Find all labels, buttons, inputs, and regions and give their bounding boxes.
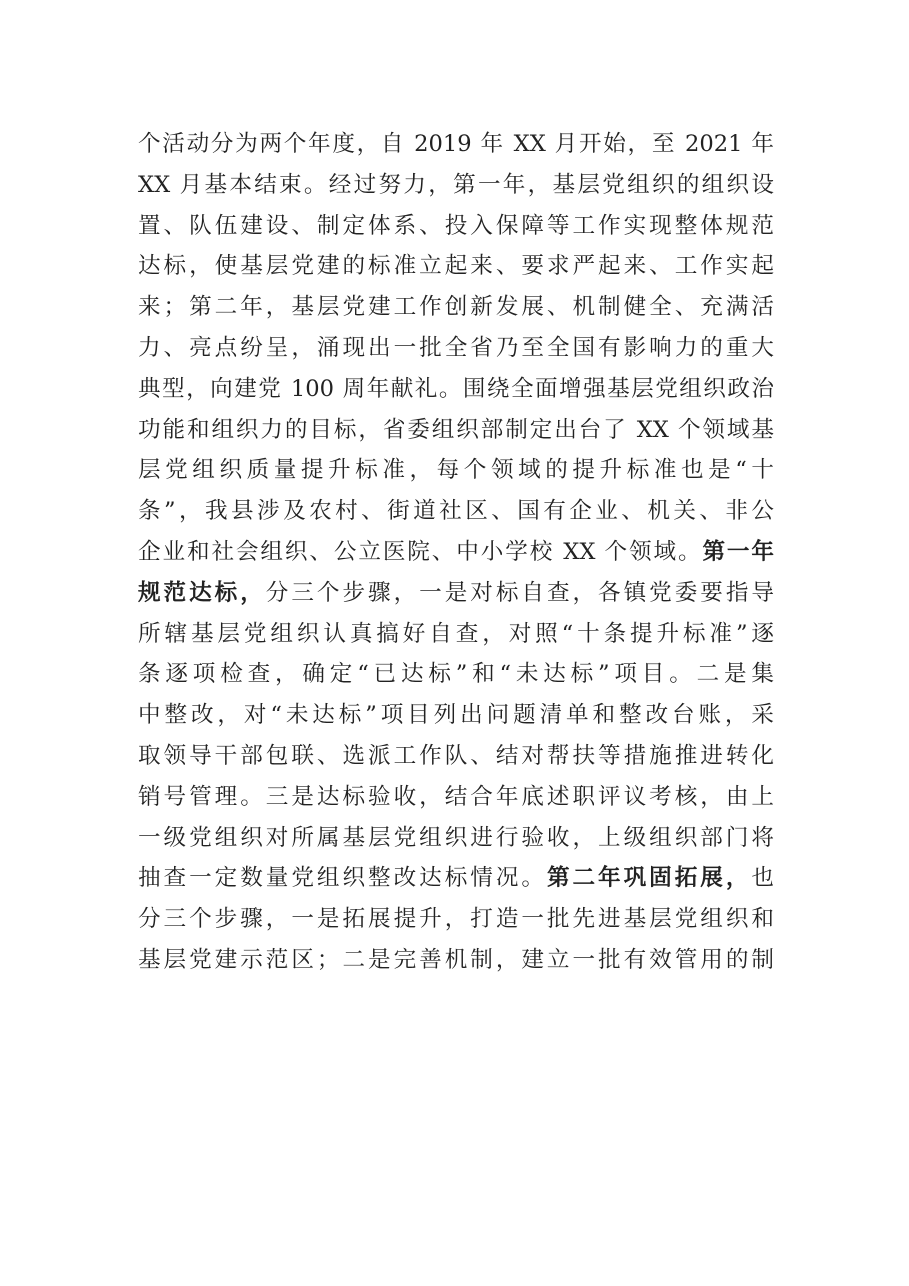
text-segment: XX 月基本结束。经过努力，第一年，基层党组织的组织设 bbox=[138, 171, 774, 198]
text-line bbox=[138, 328, 774, 369]
text-line bbox=[138, 654, 774, 695]
text-segment: 分三个步骤，一是对标自查，各镇党委要指导 bbox=[265, 579, 775, 606]
text-segment: 中整改，对“未达标”项目列出问题清单和整改台账，采 bbox=[138, 702, 774, 729]
text-line bbox=[138, 165, 774, 206]
text-line bbox=[138, 410, 774, 451]
text-line bbox=[138, 124, 774, 165]
text-segment: 也 bbox=[751, 865, 774, 892]
text-segment: 层党组织质量提升标准，每个领域的提升标准也是“十 bbox=[138, 457, 774, 484]
text-segment: 个活动分为两个年度，自 2019 年 XX 月开始，至 2021 年 bbox=[138, 131, 774, 157]
text-line bbox=[138, 736, 774, 777]
text-segment: 一级党组织对所属基层党组织进行验收，上级组织部门将 bbox=[138, 824, 774, 851]
text-line bbox=[138, 369, 774, 410]
text-line bbox=[138, 614, 774, 655]
text-line bbox=[138, 818, 774, 859]
text-line bbox=[138, 695, 774, 736]
text-segment: 功能和组织力的目标，省委组织部制定出台了 XX 个领域基 bbox=[138, 416, 774, 443]
bold-text-segment: 第一年 bbox=[702, 538, 774, 565]
text-segment: 达标，使基层党建的标准立起来、要求严起来、工作实起 bbox=[138, 253, 774, 280]
text-segment: 取领导干部包联、选派工作队、结对帮扶等措施推进转化 bbox=[138, 742, 774, 769]
text-line bbox=[138, 940, 774, 981]
text-line bbox=[138, 573, 774, 614]
text-line bbox=[138, 777, 774, 818]
text-line bbox=[138, 491, 774, 532]
text-segment: 分三个步骤，一是拓展提升，打造一批先进基层党组织和 bbox=[138, 906, 774, 933]
bold-text-segment: 规范达标， bbox=[138, 579, 266, 606]
text-segment: 条逐项检查，确定“已达标”和“未达标”项目。二是集 bbox=[138, 661, 774, 688]
text-segment: 典型，向建党 100 周年献礼。围绕全面增强基层党组织政治 bbox=[138, 375, 774, 402]
text-segment: 销号管理。三是达标验收，结合年底述职评议考核，由上 bbox=[138, 783, 774, 810]
text-segment: 所辖基层党组织认真搞好自查，对照“十条提升标准”逐 bbox=[138, 620, 774, 647]
text-line bbox=[138, 450, 774, 491]
text-segment: 条”，我县涉及农村、街道社区、国有企业、机关、非公 bbox=[138, 498, 774, 525]
text-segment: 抽查一定数量党组织整改达标情况。 bbox=[138, 865, 547, 892]
text-line bbox=[138, 899, 774, 940]
body-paragraph bbox=[138, 124, 774, 981]
text-line bbox=[138, 532, 774, 573]
text-line bbox=[138, 206, 774, 247]
text-line bbox=[138, 287, 774, 328]
text-segment: 基层党建示范区；二是完善机制，建立一批有效管用的制 bbox=[138, 946, 774, 973]
text-segment: 来；第二年，基层党建工作创新发展、机制健全、充满活 bbox=[138, 294, 774, 321]
text-segment: 置、队伍建设、制定体系、投入保障等工作实现整体规范 bbox=[138, 212, 774, 239]
text-segment: 力、亮点纷呈，涌现出一批全省乃至全国有影响力的重大 bbox=[138, 334, 774, 361]
text-line bbox=[138, 246, 774, 287]
text-line bbox=[138, 858, 774, 899]
text-segment: 企业和社会组织、公立医院、中小学校 XX 个领域。 bbox=[138, 538, 703, 565]
bold-text-segment: 第二年巩固拓展， bbox=[546, 865, 752, 892]
